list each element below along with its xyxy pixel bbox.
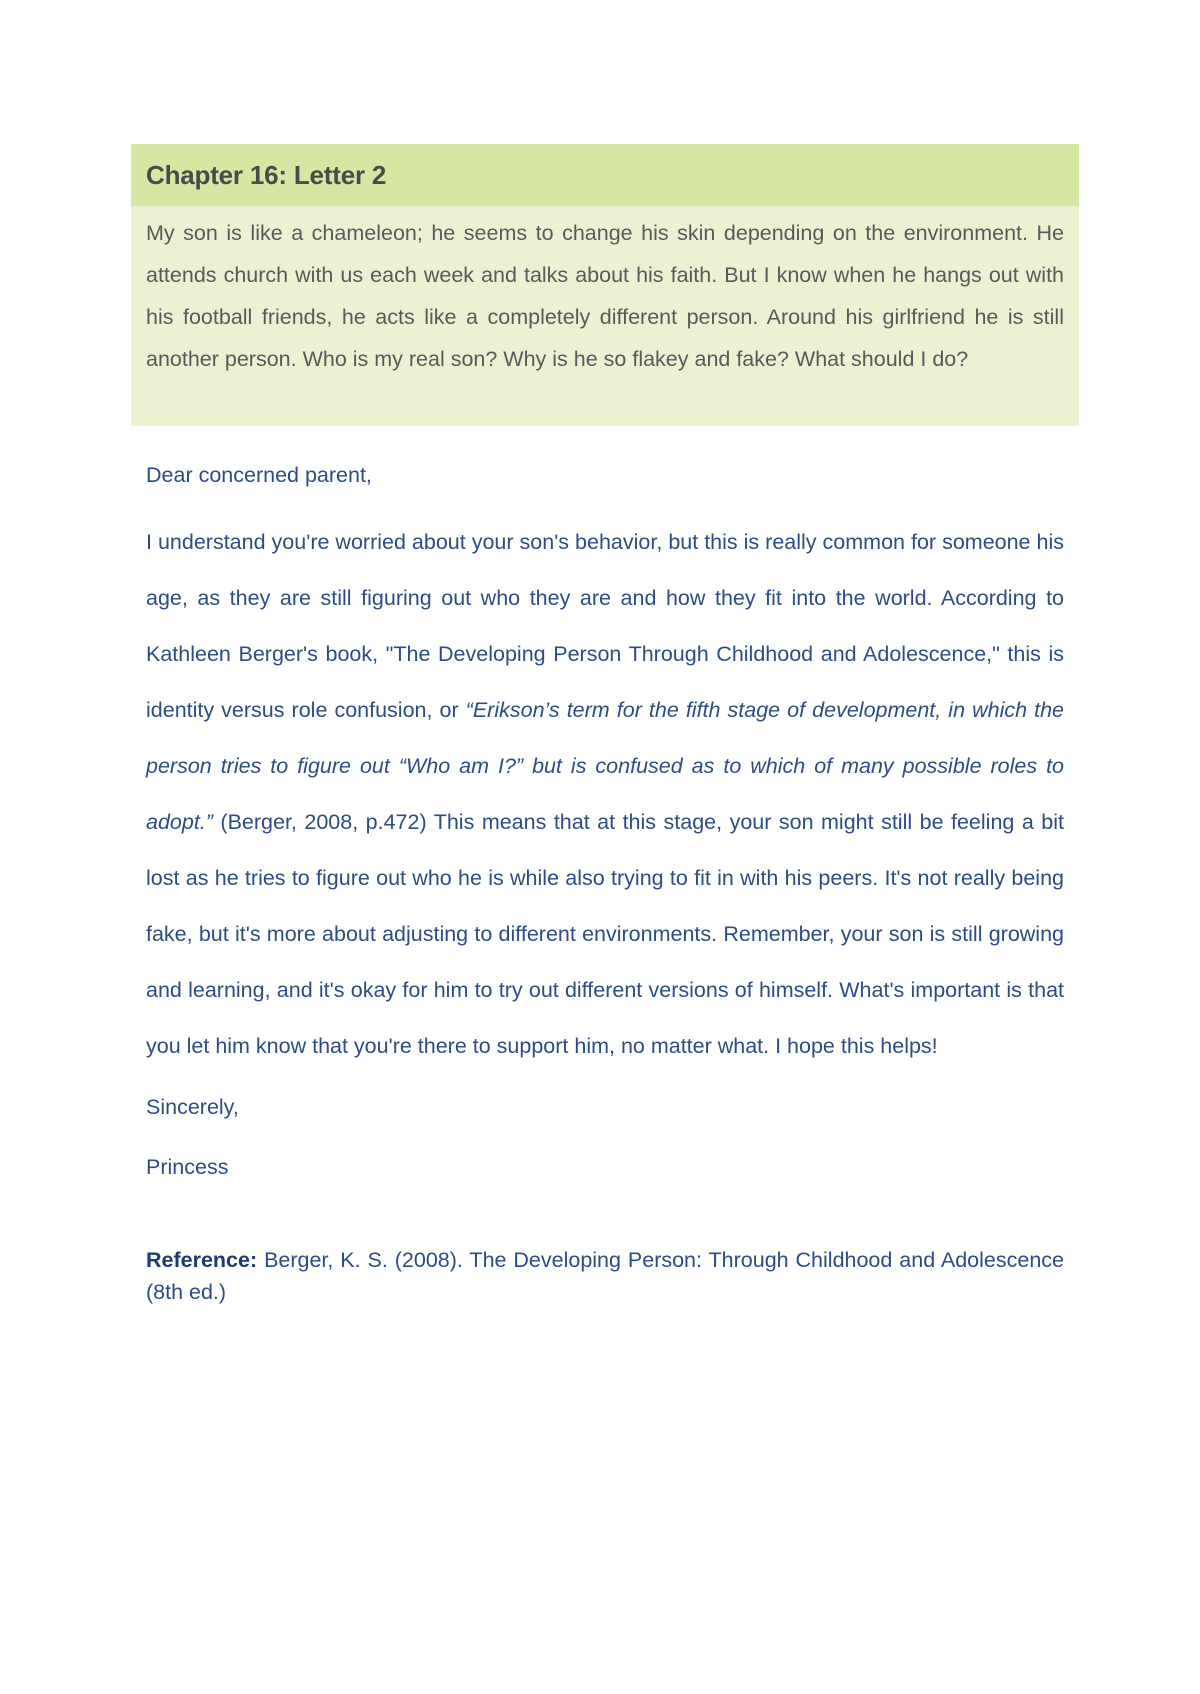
reference xyxy=(146,1244,1064,1308)
erikson-quote: “Erikson’s term for the fifth stage of development, in which the person tries to figure out “Who am I?” but is confused as to which of many possible roles to adopt.” xyxy=(146,698,1064,834)
response-body-intro: I understand you're worried about your son's behavior, but this is really common for someone his age, as they are still figuring out who they are and how they fit into the world. According to Kathleen Berger's book, "The Developing Person Through Childhood and Adolescence," this is identity versus role confusion, or xyxy=(146,530,1064,722)
closing: Sincerely, xyxy=(146,1095,239,1119)
chapter-title: Chapter 16: Letter 2 xyxy=(146,159,387,190)
reference-label: Reference: xyxy=(146,1248,258,1272)
response-letter xyxy=(131,460,1079,1308)
parent-letter-text: My son is like a chameleon; he seems to change his skin depending on the environment. He attends church with us each week and talks about his faith. But I know when he hangs out with his football friends, he acts like a completely different person. Around his girlfriend he is still another person. Who is my real son? Why is he so flakey and fake? What should I do? xyxy=(146,221,1064,371)
citation: (Berger, 2008, p.472) xyxy=(212,810,427,834)
response-body xyxy=(146,514,1064,1074)
signature: Princess xyxy=(146,1155,229,1179)
reference-text: Berger, K. S. (2008). The Developing Person: Through Childhood and Adolescence (8th ed.) xyxy=(146,1248,1064,1304)
parent-letter-box xyxy=(131,206,1079,426)
response-body-rest: This means that at this stage, your son might still be feeling a bit lost as he tries to figure out who he is while also trying to fit in with his peers. It's not really being fake, but it's more about adjusting to different environments. Remember, your son is still growing and learning, and it's okay for him to try out different versions of himself. What's important is that you let him know that you're there to support him, no matter what. I hope this helps! xyxy=(146,810,1064,1058)
document-page xyxy=(131,144,1079,1308)
salutation: Dear concerned parent, xyxy=(146,463,372,487)
chapter-header xyxy=(131,144,1079,206)
